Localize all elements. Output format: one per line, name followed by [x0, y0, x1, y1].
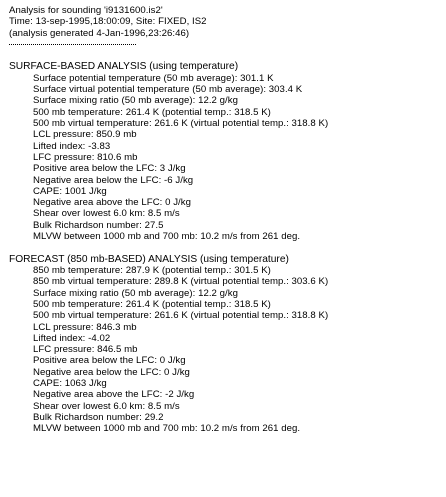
surface-line: Lifted index: -3.83	[33, 140, 111, 152]
surface-line: Surface mixing ratio (50 mb average): 12.2 g/kg	[33, 95, 238, 107]
surface-line: LCL pressure: 850.9 mb	[33, 129, 137, 141]
header-divider	[9, 39, 443, 50]
surface-line: CAPE: 1001 J/kg	[33, 185, 107, 197]
surface-line: MLVW between 1000 mb and 700 mb: 10.2 m/s from 261 deg.	[33, 231, 301, 243]
forecast-line: 500 mb temperature: 261.4 K (potential temp.: 318.5 K)	[33, 298, 271, 310]
forecast-section-title: FORECAST (850 mb-BASED) ANALYSIS (using temperature)	[9, 253, 289, 265]
surface-line: Surface potential temperature (50 mb average): 301.1 K	[33, 72, 274, 84]
forecast-line: Bulk Richardson number: 29.2	[33, 411, 164, 423]
forecast-section-body	[9, 265, 443, 434]
header-generated: (analysis generated 4-Jan-1996,23:26:46)	[9, 27, 190, 39]
surface-section-title: SURFACE-BASED ANALYSIS (using temperature)	[9, 61, 239, 73]
surface-line: Shear over lowest 6.0 km: 8.5 m/s	[33, 208, 180, 220]
forecast-line: 500 mb virtual temperature: 261.6 K (virtual potential temp.: 318.8 K)	[33, 310, 329, 322]
forecast-line: 850 mb virtual temperature: 289.8 K (virtual potential temp.: 303.6 K)	[33, 276, 329, 288]
surface-line: 500 mb temperature: 261.4 K (potential temp.: 318.5 K)	[33, 106, 271, 118]
surface-line: LFC pressure: 810.6 mb	[33, 151, 138, 163]
forecast-line: CAPE: 1063 J/kg	[33, 377, 107, 389]
forecast-line: LFC pressure: 846.5 mb	[33, 344, 138, 356]
surface-section-body	[9, 73, 443, 242]
forecast-line: Negative area above the LFC: -2 J/kg	[33, 389, 195, 401]
surface-line: Positive area below the LFC: 3 J/kg	[33, 163, 186, 175]
forecast-line: Lifted index: -4.02	[33, 332, 111, 344]
surface-line: Negative area above the LFC: 0 J/kg	[33, 197, 192, 209]
forecast-line: Surface mixing ratio (50 mb average): 12.2 g/kg	[33, 287, 238, 299]
forecast-line: Negative area below the LFC: 0 J/kg	[33, 366, 190, 378]
forecast-line: LCL pressure: 846.3 mb	[33, 321, 137, 333]
surface-line: Negative area below the LFC: -6 J/kg	[33, 174, 194, 186]
forecast-line: MLVW between 1000 mb and 700 mb: 10.2 m/s from 261 deg.	[33, 423, 301, 435]
sounding-analysis-document	[9, 5, 443, 434]
surface-line: Surface virtual potential temperature (50 mb average): 303.4 K	[33, 84, 303, 96]
header-title: Analysis for sounding 'i9131600.is2'	[9, 5, 163, 16]
forecast-line: 850 mb temperature: 287.9 K (potential temp.: 301.5 K)	[33, 265, 271, 277]
surface-line: 500 mb virtual temperature: 261.6 K (virtual potential temp.: 318.8 K)	[33, 118, 329, 130]
surface-line: Bulk Richardson number: 27.5	[33, 219, 164, 231]
forecast-line: Positive area below the LFC: 0 J/kg	[33, 355, 186, 367]
header-time-site: Time: 13-sep-1995,18:00:09, Site: FIXED, IS2	[9, 16, 207, 28]
forecast-line: Shear over lowest 6.0 km: 8.5 m/s	[33, 400, 180, 412]
